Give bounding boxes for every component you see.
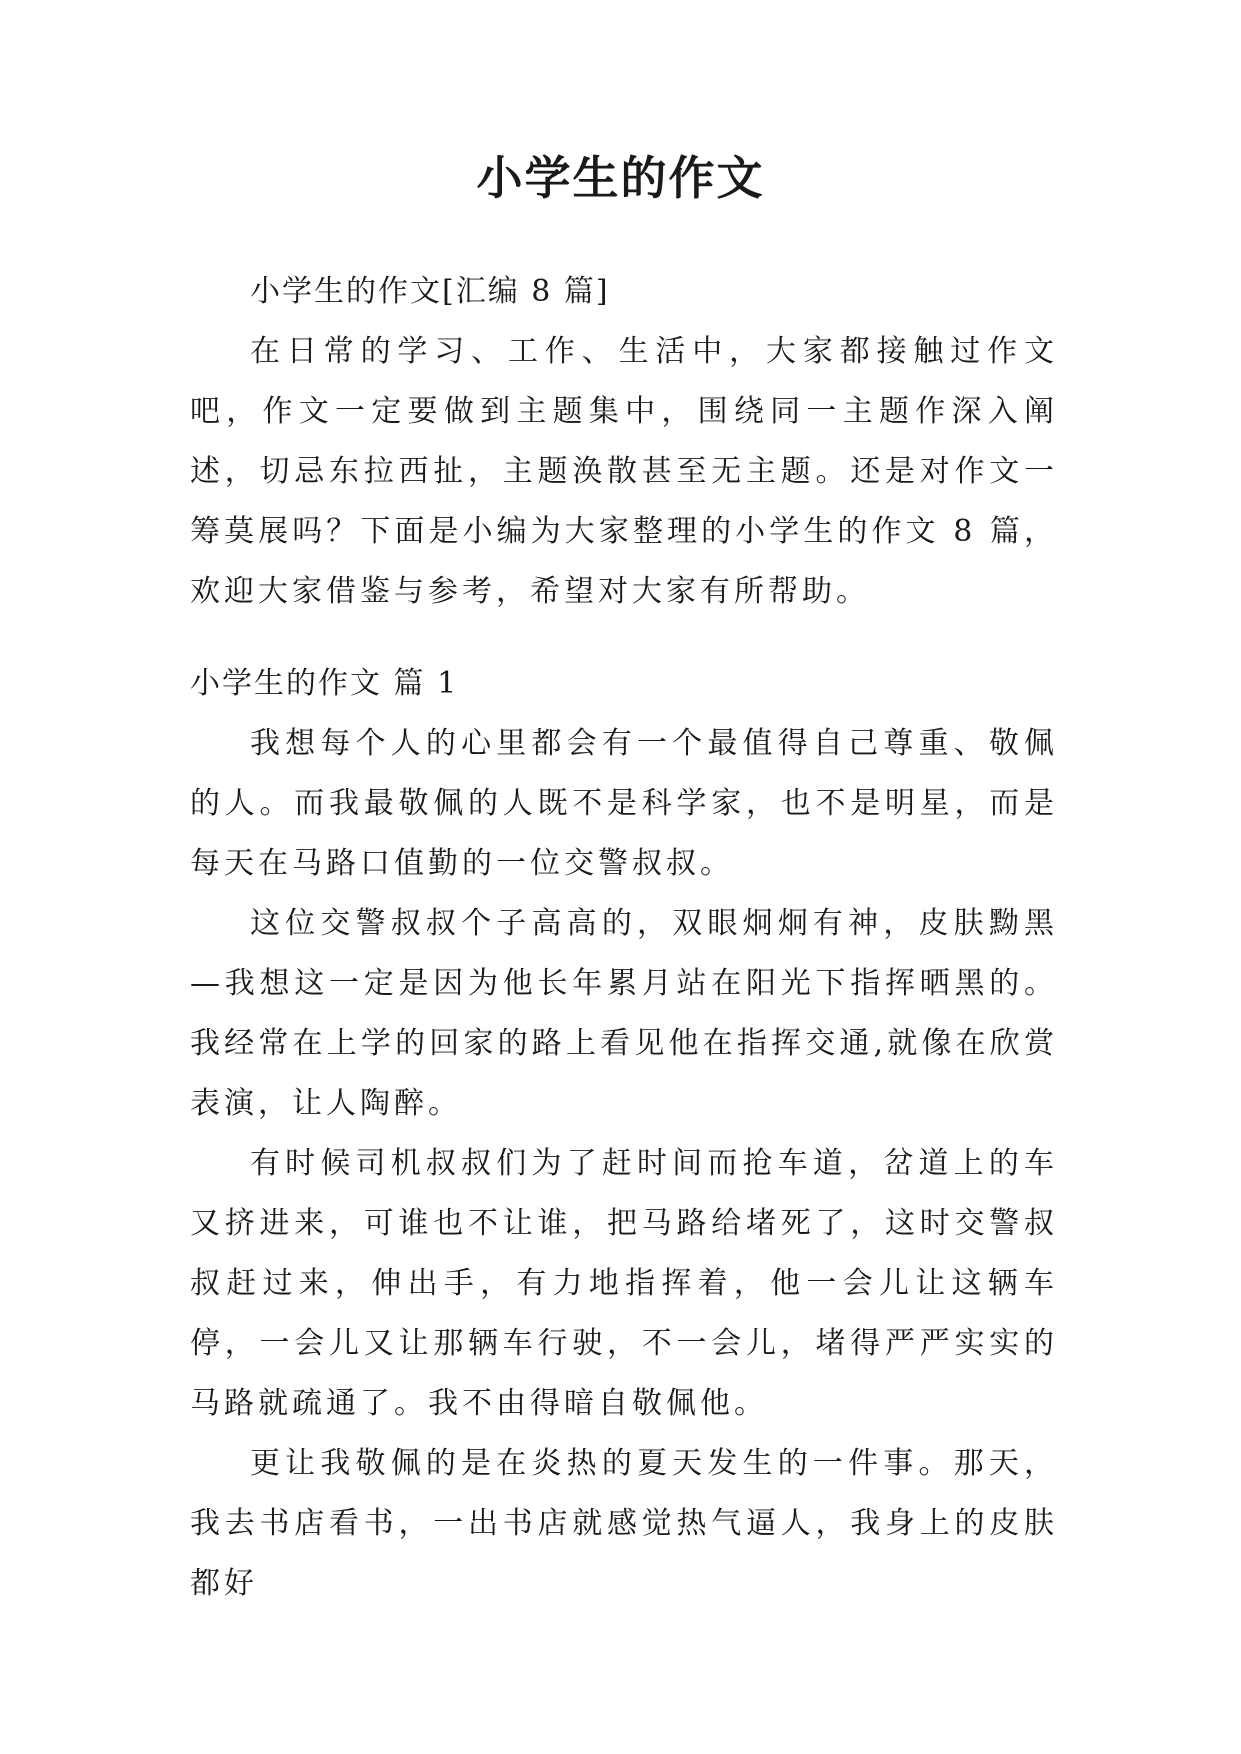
- intro-paragraph: 在日常的学习、工作、生活中，大家都接触过作文吧，作文一定要做到主题集中，围绕同一主题作深入阐述，切忌东拉西扯，主题涣散甚至无主题。还是对作文一筹莫展吗？下面是小编为大家整理的小学生的作文 8 篇，欢迎大家借鉴与参考，希望对大家有所帮助。: [190, 334, 1058, 609]
- body-paragraph: 更让我敬佩的是在炎热的夏天发生的一件事。那天，我去书店看书，一出书店就感觉热气逼人，我身上的皮肤都好: [190, 1446, 1058, 1601]
- document-subtitle: 小学生的作文[汇编 8 篇]: [250, 274, 610, 309]
- body-paragraph: 这位交警叔叔个子高高的，双眼炯炯有神，皮肤黝黑—我想这一定是因为他长年累月站在阳光下指挥晒黑的。我经常在上学的回家的路上看见他在指挥交通,就像在欣赏表演，让人陶醉。: [190, 906, 1058, 1121]
- document-body: [190, 262, 1058, 1614]
- body-paragraph: 有时候司机叔叔们为了赶时间而抢车道，岔道上的车又挤进来，可谁也不让谁，把马路给堵死了，这时交警叔叔赶过来，伸出手，有力地指挥着，他一会儿让这辆车停，一会儿又让那辆车行驶，不一会儿，堵得严严实实的马路就疏通了。我不由得暗自敬佩他。: [190, 1146, 1058, 1421]
- body-paragraph: 我想每个人的心里都会有一个最值得自己尊重、敬佩的人。而我最敬佩的人既不是科学家，也不是明星，而是每天在马路口值勤的一位交警叔叔。: [190, 726, 1058, 881]
- section-heading: 小学生的作文 篇 1: [190, 666, 459, 701]
- document-title: 小学生的作文: [476, 151, 765, 205]
